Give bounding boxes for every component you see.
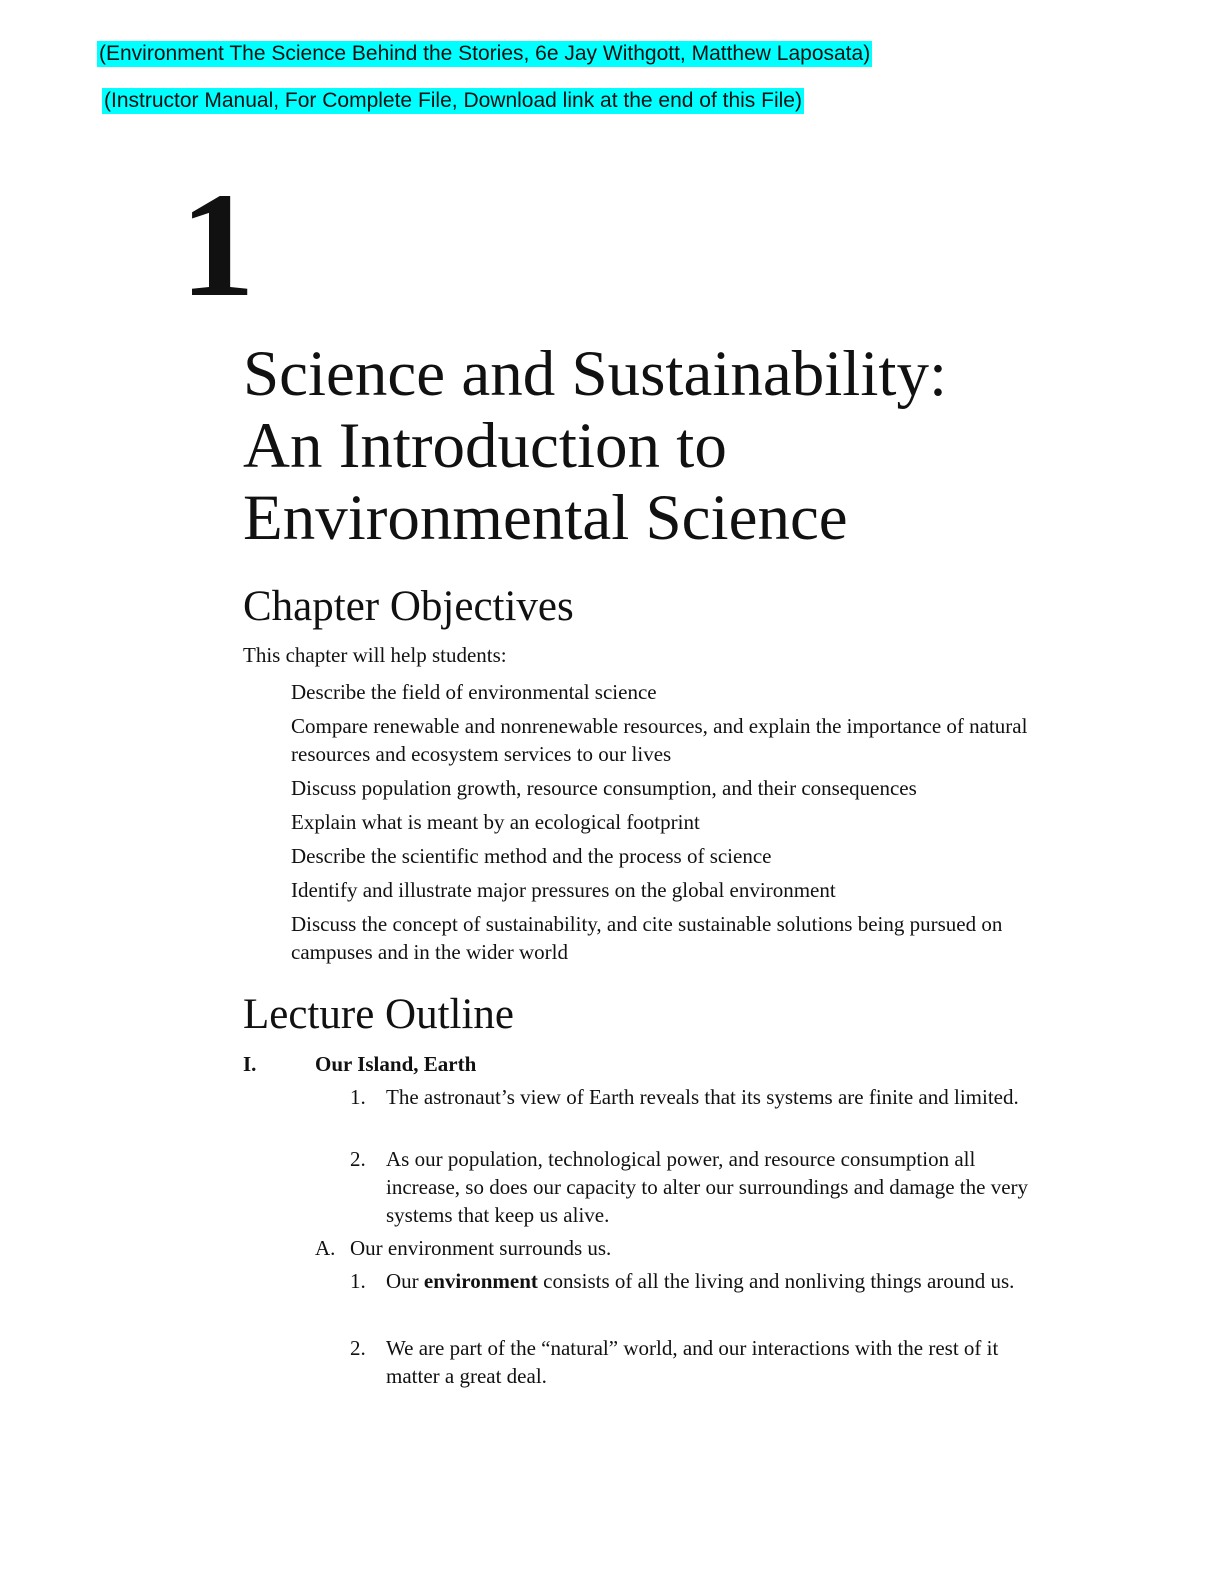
outline-point-number: 1. xyxy=(350,1085,366,1109)
objectives-intro: This chapter will help students: xyxy=(243,643,507,667)
header-line-2: (Instructor Manual, For Complete File, Download link at the end of this File) xyxy=(104,89,802,112)
outline-point-text: We are part of the “natural” world, and our interactions with the rest of it matter a great deal. xyxy=(386,1336,999,1388)
outline-point-text: As our population, technological power, and resource consumption all increase, so does our capacity to alter our surroundings and damage the very systems that keep us alive. xyxy=(386,1147,1029,1227)
chapter-title-line-1: Science and Sustainability: xyxy=(243,338,948,410)
lecture-outline-heading: Lecture Outline xyxy=(243,991,515,1038)
outline-point-text: The astronaut’s view of Earth reveals that its systems are finite and limited. xyxy=(386,1085,1019,1109)
chapter-title-line-2: An Introduction to xyxy=(243,410,727,482)
outline-point-number: 2. xyxy=(350,1336,366,1360)
objective-item: Describe the field of environmental science xyxy=(291,680,657,704)
objective-item: Identify and illustrate major pressures on the global environment xyxy=(291,878,836,902)
objective-item: Explain what is meant by an ecological footprint xyxy=(291,810,700,834)
outline-point-number: 2. xyxy=(350,1147,366,1171)
point-text-post: consists of all the living and nonliving things around us. xyxy=(537,1269,1015,1293)
term-environment: environment xyxy=(423,1269,538,1293)
objectives-list xyxy=(291,678,1051,972)
header-line-1: (Environment The Science Behind the Stories, 6e Jay Withgott, Matthew Laposata) xyxy=(99,42,871,65)
outline-point-text xyxy=(386,1267,1036,1295)
chapter-title xyxy=(243,338,1143,554)
objective-item: Discuss population growth, resource consumption, and their consequences xyxy=(291,776,917,800)
chapter-title-line-3: Environmental Science xyxy=(243,482,848,554)
section-numeral: I. xyxy=(243,1052,257,1076)
objective-item: Compare renewable and nonrenewable resources, and explain the importance of natural resources and ecosystem services to our lives xyxy=(291,714,1028,766)
chapter-number: 1 xyxy=(180,162,255,328)
subsection-title: Our environment surrounds us. xyxy=(350,1236,612,1260)
objective-item: Describe the scientific method and the process of science xyxy=(291,844,772,868)
objective-item: Discuss the concept of sustainability, and cite sustainable solutions being pursued on campuses and in the wider world xyxy=(291,912,1003,964)
subsection-letter: A. xyxy=(315,1236,336,1260)
section-title: Our Island, Earth xyxy=(315,1052,477,1076)
point-text-pre: Our xyxy=(386,1269,424,1293)
outline-point-number: 1. xyxy=(350,1269,366,1293)
objectives-heading: Chapter Objectives xyxy=(243,583,574,630)
